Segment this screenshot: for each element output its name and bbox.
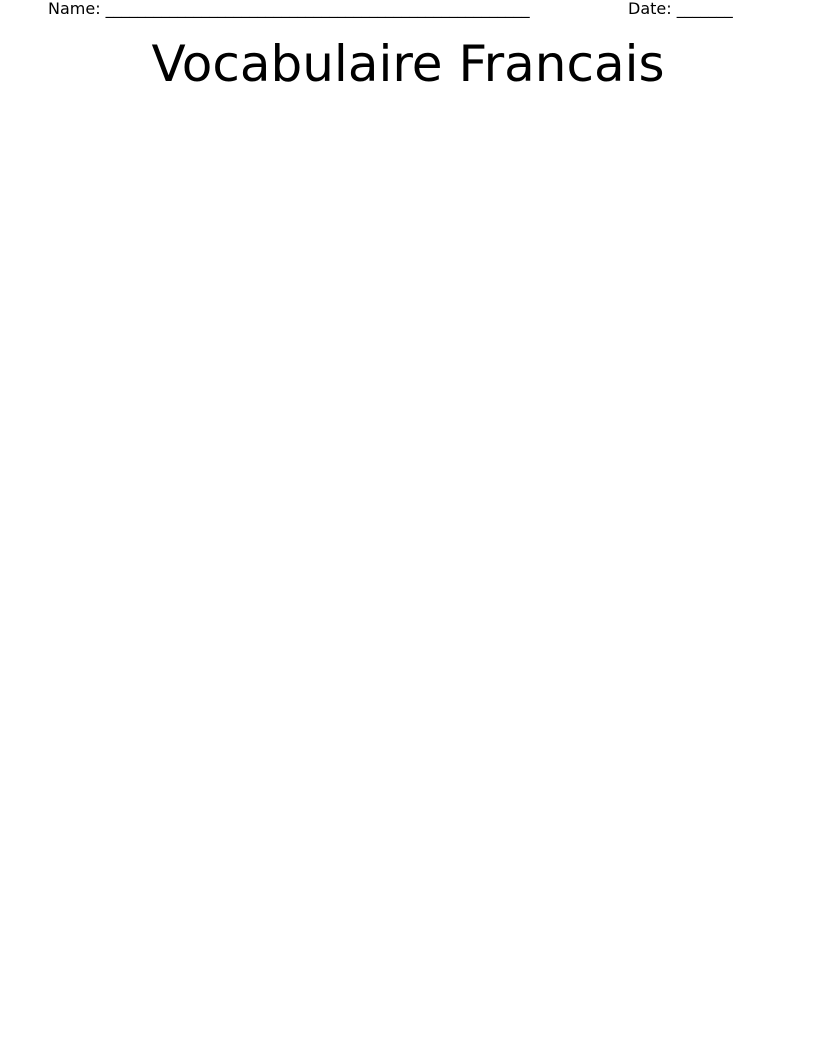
name-field[interactable]: Name: _____________________________________________________	[48, 0, 530, 18]
page-title: Vocabulaire Francais	[151, 35, 665, 93]
date-field[interactable]: Date: _______	[628, 0, 733, 18]
